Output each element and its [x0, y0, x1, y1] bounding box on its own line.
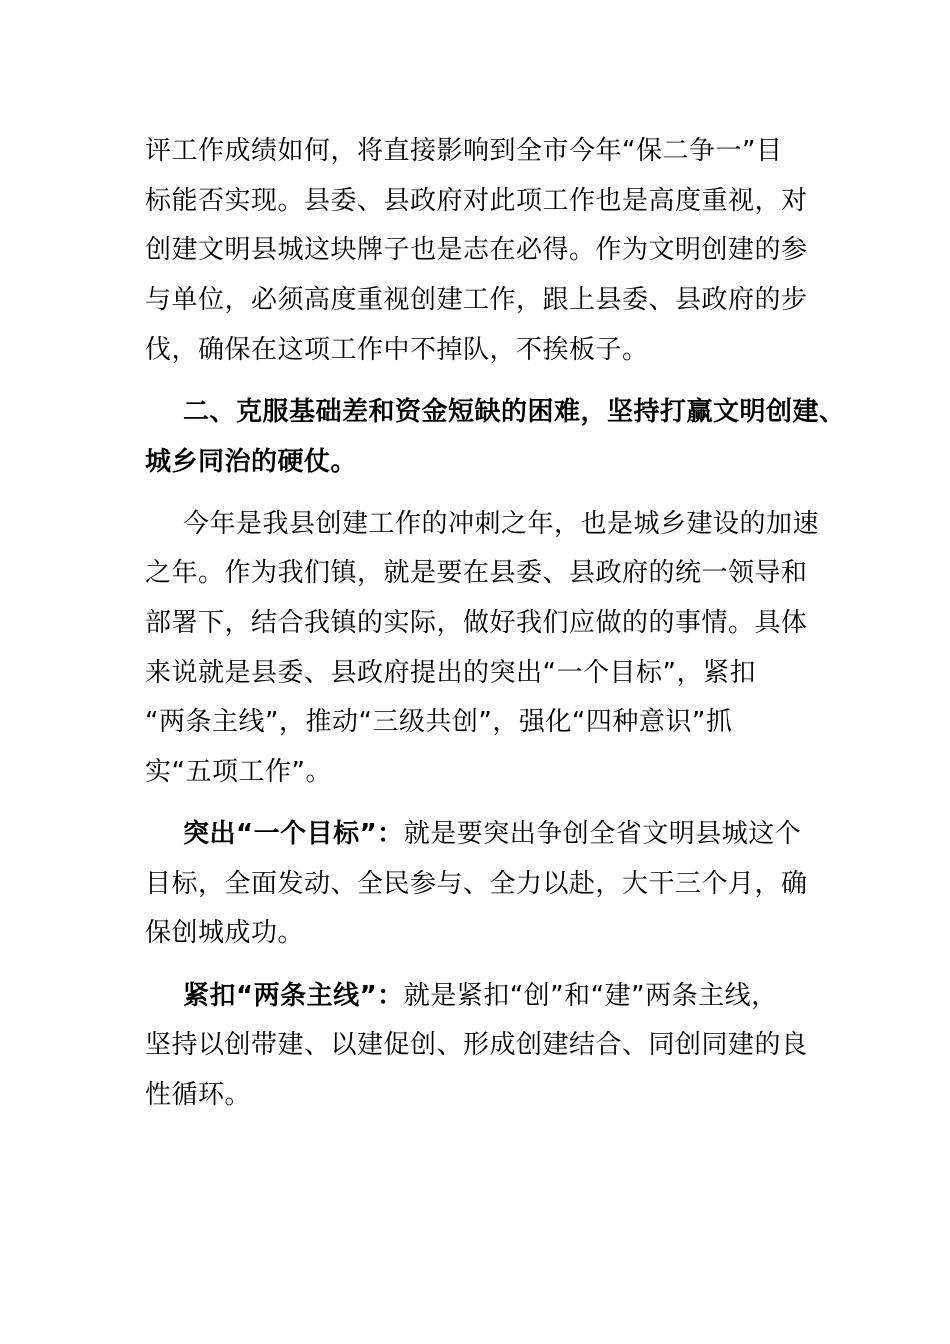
section-heading: 二、克服基础差和资金短缺的困难，坚持打赢文明创建、: [183, 397, 846, 427]
paragraph-text: 就是紧扣“创”和“建”两条主线，: [403, 981, 778, 1011]
paragraph-text: 就是要突出争创全省文明县城这个: [403, 819, 802, 849]
paragraph-line: 实“五项工作”。: [145, 757, 332, 787]
paragraph-line: 来说就是县委、县政府提出的突出“一个目标”，紧扣: [145, 658, 756, 688]
paragraph-line: 与单位，必须高度重视创建工作，跟上县委、县政府的步: [145, 285, 808, 315]
paragraph-line: 之年。作为我们镇，就是要在县委、县政府的统一领导和: [145, 558, 808, 588]
section-heading-continued: 城乡同治的硬仗。: [145, 447, 358, 477]
paragraph-line: 目标，全面发动、全民参与、全力以赴，大干三个月，确: [145, 869, 808, 899]
paragraph-line: [183, 981, 778, 1011]
bold-lead: 突出“一个目标”：: [183, 819, 404, 849]
paragraph-line: “两条主线”，推动“三级共创”，强化“四种意识”抓: [145, 707, 733, 737]
paragraph-line: 伐，确保在这项工作中不掉队，不挨板子。: [145, 335, 649, 365]
paragraph-line: 评工作成绩如何，将直接影响到全市今年“保二争一”目: [145, 136, 783, 166]
paragraph-line: [183, 819, 801, 849]
paragraph-line: 坚持以创带建、以建促创、形成创建结合、同创同建的良: [145, 1030, 808, 1060]
paragraph-line: 今年是我县创建工作的冲刺之年，也是城乡建设的加速: [183, 509, 820, 539]
paragraph-line: 标能否实现。县委、县政府对此项工作也是高度重视，对: [145, 186, 808, 216]
paragraph-line: 部署下，结合我镇的实际，做好我们应做的的事情。具体: [145, 608, 808, 638]
paragraph-line: 性循环。: [145, 1080, 252, 1110]
paragraph-line: 创建文明县城这块牌子也是志在必得。作为文明创建的参: [145, 235, 808, 265]
bold-lead: 紧扣“两条主线”：: [183, 981, 404, 1011]
paragraph-line: 保创城成功。: [145, 918, 305, 948]
